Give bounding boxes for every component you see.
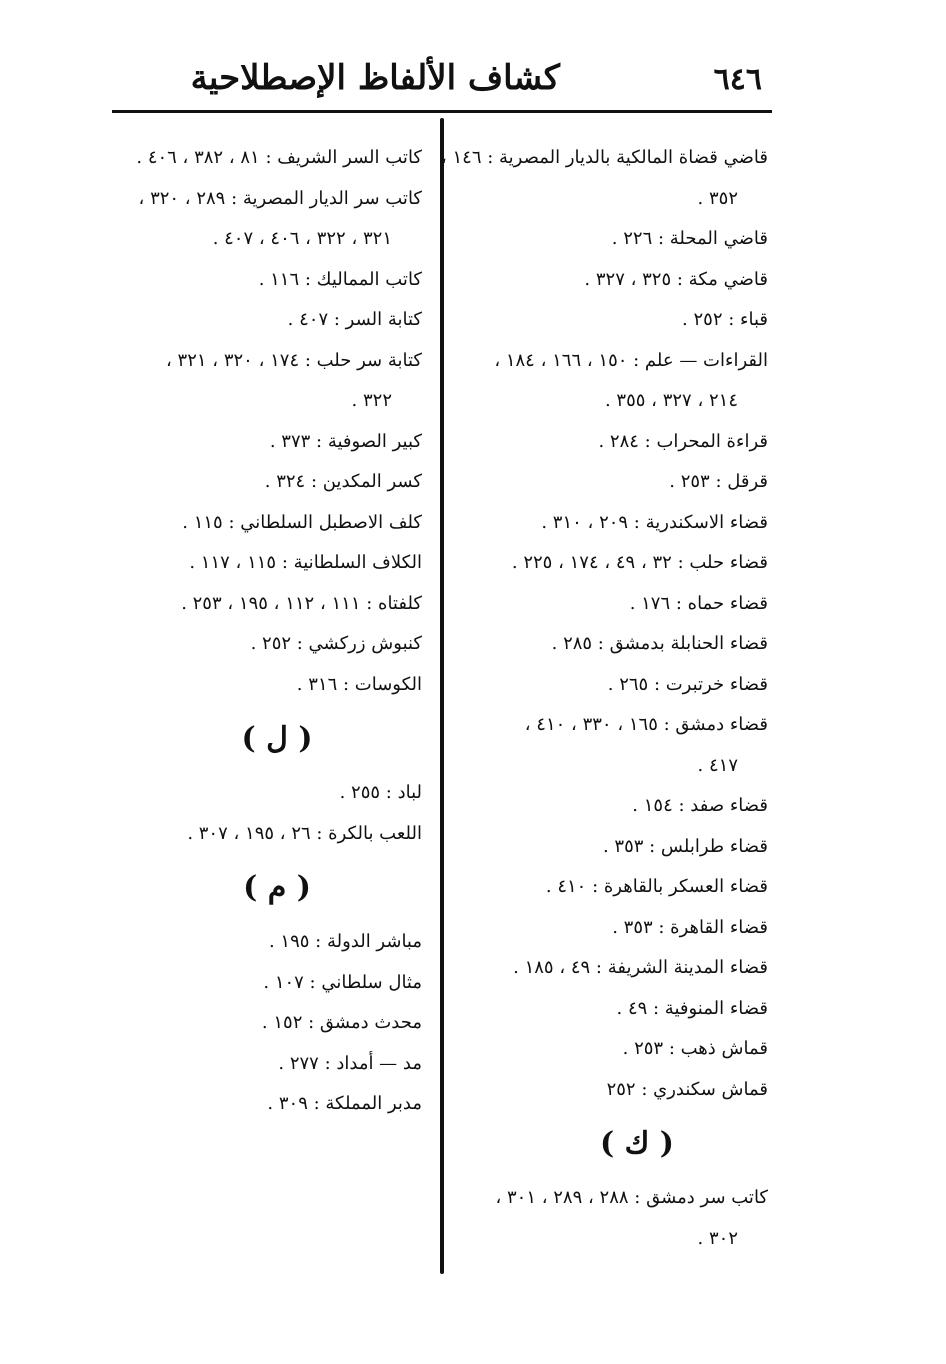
index-entry [440, 138, 768, 219]
page-header [110, 52, 770, 108]
index-entry [112, 584, 422, 625]
index-entry [466, 867, 768, 908]
index-entry-text: مدبر المملكة : ٣٠٩ . [267, 1093, 422, 1114]
index-entry-text: قضاء الاسكندرية : ٢٠٩ ، ٣١٠ . [541, 511, 768, 533]
index-entry [112, 179, 422, 260]
index-entry-text: الكوسات : ٣١٦ . [296, 673, 422, 695]
index-entry [112, 922, 422, 963]
index-entry-text: القراءات — علم : ١٥٠ ، ١٦٦ ، ١٨٤ ، [494, 349, 768, 371]
index-entry [112, 963, 422, 1004]
index-entry [112, 1003, 422, 1044]
index-entry-continuation: ٤١٧ . [697, 754, 738, 776]
index-entry-continuation: ٣٠٢ . [697, 1227, 738, 1249]
index-entry [466, 705, 768, 786]
index-entry-text: كتابة سر حلب : ١٧٤ ، ٣٢٠ ، ٣٢١ ، [166, 349, 422, 371]
index-entry-text: قضاء المدينة الشريفة : ٤٩ ، ١٨٥ . [513, 957, 768, 978]
index-entry [466, 300, 768, 341]
index-entry-text: لباد : ٢٥٥ . [339, 782, 422, 803]
index-entry [112, 1084, 422, 1125]
index-entry [466, 1070, 768, 1111]
index-entry [112, 543, 422, 584]
index-entry-text: قضاء القاهرة : ٣٥٣ . [612, 916, 768, 938]
index-entry [466, 1178, 768, 1259]
index-entry [466, 503, 768, 544]
index-entry-text: كتابة السر : ٤٠٧ . [287, 309, 422, 330]
index-entry-text: كاتب سر الديار المصرية : ٢٨٩ ، ٣٢٠ ، [138, 187, 422, 209]
index-entry-text: قضاء طرابلس : ٣٥٣ . [602, 835, 768, 857]
index-entry-continuation: ٢١٤ ، ٣٢٧ ، ٣٥٥ . [604, 390, 738, 411]
index-entry [466, 665, 768, 706]
index-entry-text: كلف الاصطبل السلطاني : ١١٥ . [182, 511, 422, 533]
index-entry [112, 341, 422, 422]
index-entry-text: قرقل : ٢٥٣ . [669, 471, 768, 492]
index-entry [466, 584, 768, 625]
index-entry [466, 624, 768, 665]
column-divider [440, 118, 444, 1274]
index-entry [466, 219, 768, 260]
index-entry [466, 341, 768, 422]
index-entry-text: قضاء المنوفية : ٤٩ . [616, 997, 768, 1019]
index-entry [112, 300, 422, 341]
index-entry [112, 503, 422, 544]
letter-heading: ( م ) [243, 870, 311, 905]
index-entry-text: قاضي مكة : ٣٢٥ ، ٣٢٧ . [584, 268, 768, 290]
index-entry-text: قضاء العسكر بالقاهرة : ٤١٠ . [545, 876, 768, 897]
index-entry-continuation: ٣٥٢ . [697, 187, 738, 209]
index-entry-text: كاتب المماليك : ١١٦ . [258, 268, 422, 290]
index-entry-text: مثال سلطاني : ١٠٧ . [263, 971, 422, 993]
index-entry [112, 814, 422, 855]
index-entry [466, 422, 768, 463]
index-entry-text: قضاء صفد : ١٥٤ . [632, 795, 768, 816]
letter-heading: ( ل ) [241, 721, 313, 756]
index-entry-text: قضاء دمشق : ١٦٥ ، ٣٣٠ ، ٤١٠ ، [524, 714, 768, 735]
index-entry-text: كاتب سر دمشق : ٢٨٨ ، ٢٨٩ ، ٣٠١ ، [495, 1187, 768, 1208]
index-entry [466, 989, 768, 1030]
index-entry-text: اللعب بالكرة : ٢٦ ، ١٩٥ ، ٣٠٧ . [187, 822, 422, 844]
index-entry [466, 786, 768, 827]
index-entry-text: قاضي المحلة : ٢٢٦ . [611, 228, 768, 249]
index-entry-text: كنبوش زركشي : ٢٥٢ . [250, 633, 422, 654]
index-entry [112, 422, 422, 463]
index-entry-text: قضاء حماه : ١٧٦ . [629, 592, 768, 614]
index-entry [466, 260, 768, 301]
left-column [112, 138, 422, 1125]
index-entry [112, 773, 422, 814]
index-entry [112, 138, 422, 179]
header-rule [112, 110, 772, 113]
index-entry-text: قماش ذهب : ٢٥٣ . [622, 1038, 768, 1059]
index-entry [466, 543, 768, 584]
index-entry-text: محدث دمشق : ١٥٢ . [261, 1012, 422, 1033]
index-entry [112, 624, 422, 665]
index-entry-text: قماش سكندري : ٢٥٢ [606, 1078, 768, 1100]
index-entry-text: كسر المكدين : ٣٢٤ . [264, 471, 422, 492]
index-entry-text: كبير الصوفية : ٣٧٣ . [269, 430, 422, 452]
index-entry-text: كلفتاه : ١١١ ، ١١٢ ، ١٩٥ ، ٢٥٣ . [181, 592, 422, 614]
index-entry [466, 1029, 768, 1070]
index-entry [466, 908, 768, 949]
page-title: كشاف الألفاظ الإصطلاحية [190, 58, 560, 98]
index-entry [466, 462, 768, 503]
index-entry-text: قاضي قضاة المالكية بالديار المصرية : ١٤٦ ، [440, 147, 768, 168]
index-entry-text: الكلاف السلطانية : ١١٥ ، ١١٧ . [189, 552, 422, 573]
index-entry-text: قضاء الحنابلة بدمشق : ٢٨٥ . [551, 633, 768, 654]
index-entry [466, 948, 768, 989]
index-entry-text: مد — أمداد : ٢٧٧ . [278, 1052, 422, 1074]
index-entry [112, 1044, 422, 1085]
index-entry [466, 827, 768, 868]
index-entry-text: قضاء خرتبرت : ٢٦٥ . [607, 673, 768, 695]
index-entry [112, 665, 422, 706]
index-entry [112, 462, 422, 503]
index-entry-continuation: ٣٢١ ، ٣٢٢ ، ٤٠٦ ، ٤٠٧ . [212, 228, 392, 249]
right-column [440, 138, 768, 1259]
index-entry-text: قضاء حلب : ٣٢ ، ٤٩ ، ١٧٤ ، ٢٢٥ . [511, 552, 768, 573]
index-entry-continuation: ٣٢٢ . [351, 390, 392, 411]
index-entry-text: مباشر الدولة : ١٩٥ . [268, 931, 422, 952]
index-entry-text: قباء : ٢٥٢ . [682, 309, 768, 330]
page-number: ٦٤٦ [713, 62, 762, 97]
letter-heading: ( ك ) [599, 1126, 674, 1161]
index-entry [112, 260, 422, 301]
index-entry-text: كاتب السر الشريف : ٨١ ، ٣٨٢ ، ٤٠٦ . [136, 147, 422, 168]
index-entry-text: قراءة المحراب : ٢٨٤ . [598, 430, 768, 452]
